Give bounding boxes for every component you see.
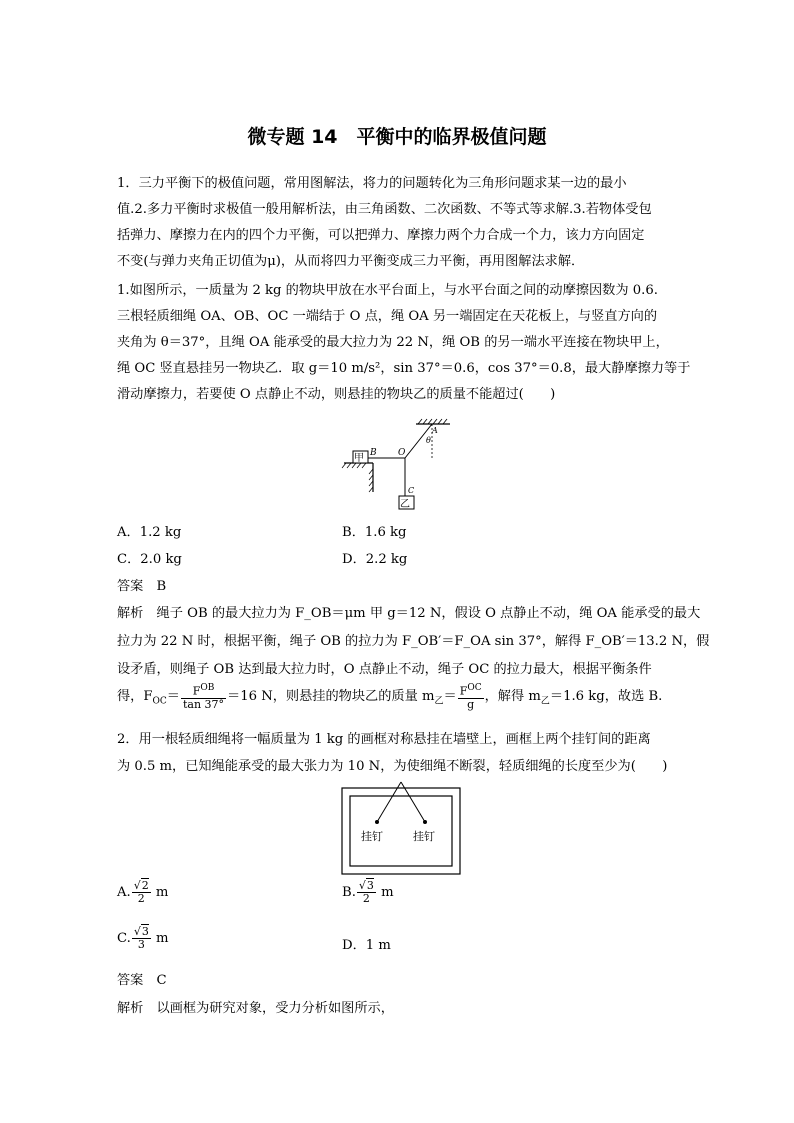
ae-frac2-num: F <box>459 684 468 698</box>
q2-line-2: 为 0.5 m，已知绳能承受的最大张力为 10 N，为使细绳不断裂，轻质细绳的长度至少为( ) <box>117 759 668 774</box>
label-nail-right: 挂钉 <box>413 830 435 843</box>
q2-c-num: 3 <box>141 925 149 938</box>
ae-tail: ，解得 m <box>484 688 541 704</box>
nail-left <box>375 820 379 824</box>
intro-line-1: 1．三力平衡下的极值问题，常用图解法，将力的问题转化为三角形问题求某一边的最小 <box>117 176 627 191</box>
page-title: 微专题 14 平衡中的临界极值问题 <box>247 126 547 148</box>
ae-frac2-den: g <box>467 697 475 711</box>
q1-analysis-3: 设矛盾，则绳子 OB 达到最大拉力时，O 点静止不动，绳子 OC 的拉力最大，根据平衡条件 <box>117 662 652 677</box>
q2-b-frac: $\frac{√3}{2}$ <box>358 879 374 905</box>
q2-answer: 答案 C <box>117 973 167 988</box>
q2-b-prefix: B. <box>342 885 356 900</box>
q1-figure <box>340 416 460 516</box>
ae-fraction-2 <box>458 682 484 711</box>
q2-a-unit: m <box>151 885 169 900</box>
label-nail-left: 挂钉 <box>361 830 383 843</box>
q2-a-num: 2 <box>141 879 149 892</box>
q1-line-3: 夹角为 θ＝37°，且绳 OA 能承受的最大拉力为 22 N，绳 OB 的另一端水平连接在物块甲上， <box>117 335 669 350</box>
ae-frac1-num: F <box>192 684 201 698</box>
q2-c-frac: $\frac{√3}{3}$ <box>133 925 149 951</box>
label-o: O <box>398 448 406 458</box>
q2-b-unit: m <box>376 885 394 900</box>
q2-option-c <box>117 926 169 951</box>
ae-eq: ＝ <box>166 688 180 704</box>
q2-c-den: 3 <box>137 938 145 951</box>
ae-sub-oc: OC <box>152 696 167 707</box>
q2-a-frac: $\frac{√2}{2}$ <box>133 879 149 905</box>
q1-line-2: 三根轻质细绳 OA、OB、OC 一端结于 O 点，绳 OA 另一端固定在天花板上，与竖直方向的 <box>117 309 658 324</box>
label-c: C <box>408 486 415 495</box>
ae-mid: ＝16 N，则悬挂的物块乙的质量 m <box>227 688 435 704</box>
intro-line-3: 括弹力、摩擦力在内的四个力平衡，可以把弹力、摩擦力两个力合成一个力，该力方向固定 <box>117 228 645 243</box>
q2-line-1: 2．用一根轻质细绳将一幅质量为 1 kg 的画框对称悬挂在墙壁上，画框上两个挂钉间的距离 <box>117 732 651 747</box>
q2-b-den: 2 <box>362 892 370 905</box>
ae-frac1-sup: OB <box>200 683 215 693</box>
q1-line-1: 1.如图所示，一质量为 2 kg 的物块甲放在水平台面上，与水平台面之间的动摩擦因数为 0.6. <box>117 283 658 298</box>
q2-option-d: D．1 m <box>342 938 391 953</box>
ae-fraction-1 <box>181 682 226 711</box>
q1-analysis-4 <box>117 682 662 711</box>
q1-answer: 答案 B <box>117 579 167 594</box>
intro-line-2: 值.2.多力平衡时求极值一般用解析法，由三角函数、二次函数、不等式等求解.3.若物体受包 <box>117 202 652 217</box>
q1-option-b: B．1.6 kg <box>342 525 407 540</box>
q1-option-a: A．1.2 kg <box>117 525 182 540</box>
q2-figure <box>340 780 464 876</box>
nail-right <box>423 820 427 824</box>
q1-option-d: D．2.2 kg <box>342 552 408 567</box>
q2-option-a <box>117 880 168 905</box>
ae-prefix: 得，F <box>117 688 153 704</box>
q2-a-prefix: A. <box>117 885 131 900</box>
label-theta: θ <box>426 436 431 445</box>
q1-option-c: C．2.0 kg <box>117 552 182 567</box>
q2-b-num: 3 <box>366 879 374 892</box>
ae-frac1-den: tan 37° <box>182 697 225 711</box>
q2-analysis: 解析 以画框为研究对象，受力分析如图所示， <box>117 1001 394 1016</box>
table-hatch <box>342 463 373 492</box>
q1-line-4: 绳 OC 竖直悬挂另一物块乙．取 g＝10 m/s²，sin 37°＝0.6，cos 37°＝0.8，最大静摩擦力等于 <box>117 361 691 376</box>
ae-sub-yi: 乙 <box>434 696 444 707</box>
label-jia: 甲 <box>354 453 364 464</box>
q2-c-unit: m <box>151 931 169 946</box>
ae-frac2-sup: OC <box>467 683 482 693</box>
q2-c-prefix: C. <box>117 931 131 946</box>
label-a: A <box>432 426 438 435</box>
q1-line-5: 滑动摩擦力，若要使 O 点静止不动，则悬挂的物块乙的质量不能超过( ) <box>117 387 556 402</box>
ae-sub-yi2: 乙 <box>540 696 550 707</box>
q1-analysis-2: 拉力为 22 N 时，根据平衡，绳子 OB 的拉力为 F_OB′＝F_OA sin 37°，解得 F_OB′＝13.2 N，假 <box>117 634 710 649</box>
q1-analysis-1: 解析 绳子 OB 的最大拉力为 F_OB＝μm 甲 g＝12 N，假设 O 点静止不动，绳 OA 能承受的最大 <box>117 606 701 621</box>
label-yi: 乙 <box>400 499 410 510</box>
ae-eq2: ＝ <box>443 688 457 704</box>
label-b: B <box>370 448 377 458</box>
ae-final: ＝1.6 kg，故选 B. <box>549 688 663 704</box>
q2-option-b <box>342 880 394 905</box>
intro-line-4: 不变(与弹力夹角正切值为μ)，从而将四力平衡变成三力平衡，再用图解法求解． <box>117 254 585 269</box>
ceiling-hatch <box>418 419 447 424</box>
q2-a-den: 2 <box>137 892 145 905</box>
